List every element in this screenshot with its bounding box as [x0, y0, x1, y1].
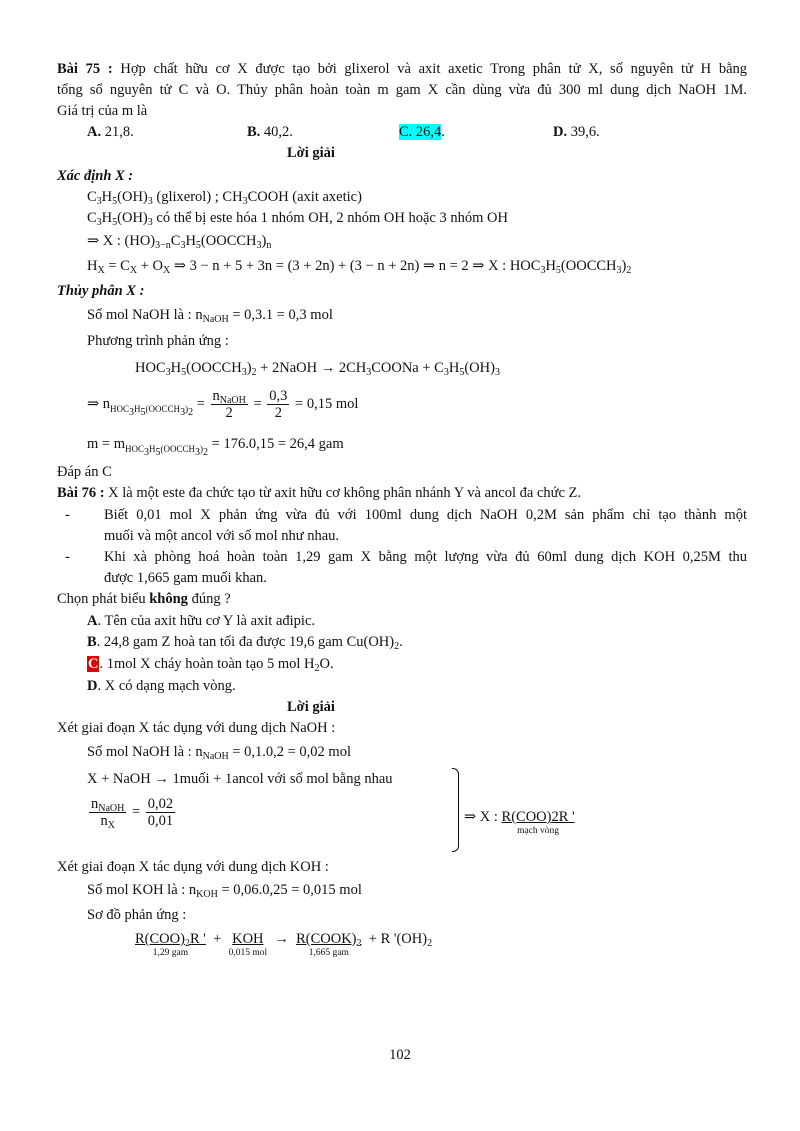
- q76-step-4: $\frac{n_{NaOH}}{n_X}$ = $\frac{0,02}{0,01}$: [91, 796, 174, 831]
- q76-title: Bài 76 :: [57, 485, 105, 501]
- q76-stem: Bài 76 : X là một este đa chức tạo từ axit hữu cơ không phân nhánh Y và ancol đa chức Z.: [57, 485, 582, 501]
- q75-line-6: Phương trình phản ứng :: [87, 333, 229, 349]
- q75-line-3: ⇒ X : $(HO)_{3-n}C_3H_5(OOCCH_3)_n$: [87, 233, 272, 251]
- q75-stem-line-2: tổng số nguyên tử C và O. Thủy phân hoàn toàn m gam X cần dùng vừa đủ 300 ml dung dịch NaOH 1M.: [57, 82, 747, 98]
- q76-bullet-2-line-1: Khi xà phòng hoá hoàn toàn 1,29 gam X bằng một lượng vừa đủ 60ml dung dịch KOH 0,25M thu: [104, 549, 747, 565]
- q76-bullet-1-line-1: Biết 0,01 mol X phản ứng vừa đủ với 100ml dung dịch NaOH 0,2M sản phẩm chỉ tạo thành một: [104, 507, 747, 523]
- q76-option-b: B. 24,8 gam Z hoà tan tối đa được 19,6 gam $Cu(OH)_2$.: [87, 634, 403, 652]
- q75-title: Bài 75 :: [57, 61, 113, 77]
- q75-line-8: ⇒ $n_{HOC_3H_5(OOCCH_3)_2}$ = $\frac{n_{NaOH}}{2}$ = $\frac{0,3}{2}$ = 0,15 mol: [87, 388, 359, 421]
- q75-line-7-equation: $HOC_3H_5(OOCCH_3)_2$ + 2NaOH → $2CH_3COONa + C_3H_5(OH)_3$: [135, 360, 500, 378]
- q75-heading-hydrolysis: Thủy phân X :: [57, 283, 145, 299]
- q75-option-a: A. 21,8.: [87, 124, 134, 140]
- q76-step-7: Số mol KOH là : $n_{KOH} = 0,06.0,25 = 0,015$ mol: [87, 882, 362, 900]
- q75-solution-title: Lời giải: [287, 145, 335, 161]
- q75-line-9: $m = m_{HOC_3H_5(OOCCH_3)_2} = 176.0,15 = 26,4$ gam: [87, 436, 344, 458]
- q75-line-4: $H_X = C_X + O_X$ ⇒ 3 − n + 5 + 3n = (3 + 2n) + (3 − n + 2n) ⇒ n = 2 ⇒ X : $HOC_3H_5(OOCCH_3)_2$: [87, 258, 632, 276]
- q76-bullet-1-dash: -: [65, 507, 70, 523]
- q76-bullet-2-dash: -: [65, 549, 70, 565]
- q75-answer: Đáp án C: [57, 464, 112, 480]
- q76-step-6: Xét giai đoạn X tác dụng với dung dịch KOH :: [57, 859, 329, 875]
- q76-step-9-scheme: $R(COO)_2R$ ' 1,29 gam + KOH 0,015 mol → $R(COOK)_2$ 1,665 gam + R '$(OH)_2$: [135, 931, 433, 958]
- q75-option-d: D. 39,6.: [553, 124, 600, 140]
- q75-option-c-highlighted: C. 26,4.: [399, 124, 445, 140]
- q76-step-2: Số mol NaOH là : $n_{NaOH} = 0,1.0,2 = 0,02$ mol: [87, 744, 351, 762]
- page-number: 102: [389, 1047, 411, 1063]
- q76-option-d: D. X có dạng mạch vòng.: [87, 678, 236, 694]
- q76-option-a: A. Tên của axit hữu cơ Y là axit ađipic.: [87, 613, 315, 629]
- q76-step-8: Sơ đồ phản ứng :: [87, 907, 187, 923]
- q76-step-5: ⇒ X : R(COO)2R ' mạch vòng: [464, 809, 575, 836]
- q75-stem-line-3: Giá trị của m là: [57, 103, 148, 119]
- curly-brace: [452, 768, 459, 852]
- q76-step-3: X + NaOH → 1muối + 1ancol với số mol bằng nhau: [87, 771, 393, 787]
- q76-bullet-2-line-2: được 1,665 gam muối khan.: [104, 570, 267, 586]
- q75-line-2: $C_3H_5(OH)_3$ có thể bị este hóa 1 nhóm OH, 2 nhóm OH hoặc 3 nhóm OH: [87, 210, 508, 228]
- q75-line-1: $C_3H_5(OH)_3$ (glixerol) ; $CH_3COOH$ (axit axetic): [87, 189, 362, 207]
- q75-line-5: Số mol NaOH là : $n_{NaOH} = 0,3.1 = 0,3$ mol: [87, 307, 333, 325]
- q75-stem-line-1: Bài 75 : Hợp chất hữu cơ X được tạo bởi glixerol và axit axetic Trong phân tử X, số nguyên tử H bằng: [57, 61, 748, 77]
- q76-bullet-1-line-2: muối và một ancol với số mol như nhau.: [104, 528, 340, 544]
- q75-heading-determine-x: Xác định X :: [57, 168, 134, 184]
- q76-step-1: Xét giai đoạn X tác dụng với dung dịch NaOH :: [57, 720, 336, 736]
- q75-option-b: B. 40,2.: [247, 124, 293, 140]
- q76-solution-title: Lời giải: [287, 699, 335, 715]
- q76-option-c-highlighted: C. 1mol X cháy hoàn toàn tạo 5 mol $H_2O$.: [88, 656, 334, 674]
- q76-question: Chọn phát biểu không đúng ?: [57, 591, 231, 607]
